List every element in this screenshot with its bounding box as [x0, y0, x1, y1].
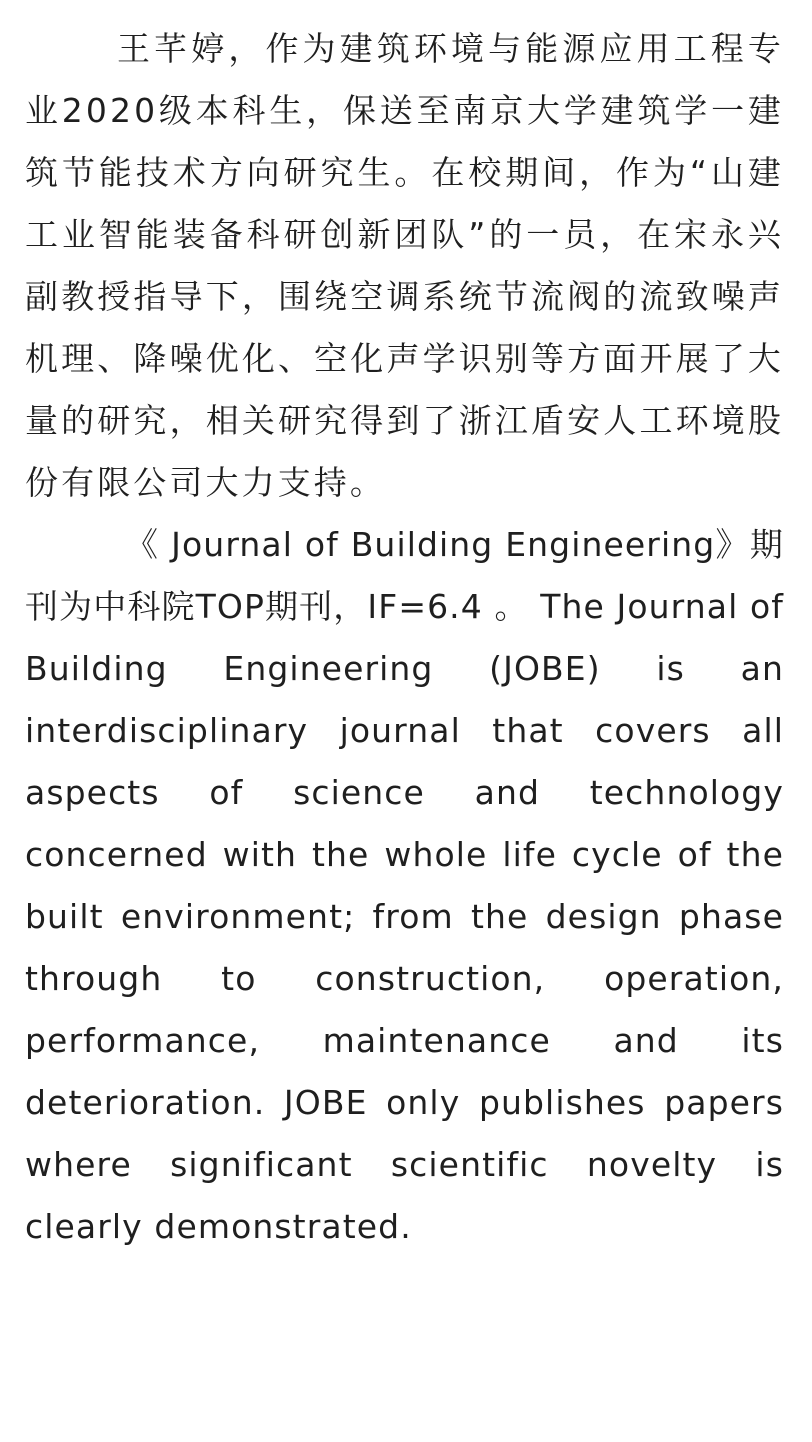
journal-description-paragraph: 《 Journal of Building Engineering》期刊为中科院TOP期刊，IF=6.4 。 The Journal of Building Engineering (JOBE) is an interdisciplinary journal that covers all aspects of science and technology concerned with the whole life cycle of the built environment; from the design phase through to construction, operation, performance, maintenance and its deterioration. JOBE only publishes papers where significant scientific novelty is clearly demonstrated. [25, 525, 784, 1246]
student-introduction-paragraph: 王芊婷，作为建筑环境与能源应用工程专业2020级本科生，保送至南京大学建筑学一建筑节能技术方向研究生。在校期间，作为“山建工业智能装备科研创新团队”的一员，在宋永兴副教授指导下，围绕空调系统节流阀的流致噪声机理、降噪优化、空化声学识别等方面开展了大量的研究，相关研究得到了浙江盾安人工环境股份有限公司大力支持。 [25, 29, 784, 502]
